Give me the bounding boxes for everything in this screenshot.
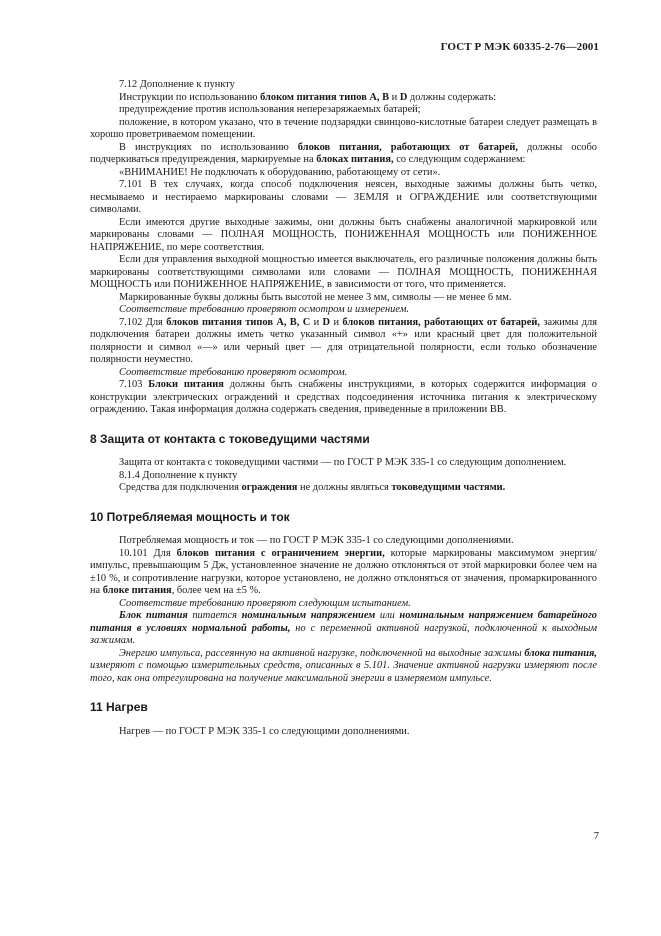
clause-8-1-4-para: Средства для подключения ограждения не должны являться токоведущими частями. — [119, 482, 506, 493]
clause-7-12-para-4: В инструкциях по использованию блоков питания, работающих от батарей, должны особо подчеркиваться предупреждения, маркируемые на блоках питания, со следующим содержанием: — [90, 141, 597, 165]
clause-7-101-para-2: Если имеются другие выходные зажимы, они должны быть снабжены аналогичной маркировкой или маркированы словами — ПОЛНАЯ МОЩНОСТЬ, ПОНИЖЕННАЯ МОЩНОСТЬ или ПОНИЖЕННОЕ НАПРЯЖЕНИЕ, по мере соответствия. — [90, 216, 597, 253]
clause-7-101-para-1: 7.101 В тех случаях, когда способ подключения неясен, выходные зажимы должны быть четко, несмываемо и нестираемо маркированы словами — ЗЕМЛЯ и ОГРАЖДЕНИЕ или соответствующими символами. — [90, 179, 597, 215]
clause-7-12-para-3: положение, в котором указано, что в течение подзарядки свинцово-кислотные батареи следует размещать в хорошо проветриваемом помещении. — [90, 116, 597, 140]
clause-7-12-para-2: предупреждение против использования неперезаряжаемых батарей; — [119, 104, 421, 115]
clause-10-101-compliance: Соответствие требованию проверяют следующим испытанием. — [119, 597, 411, 609]
section-8-heading: 8 Защита от контакта с токоведущими частями — [90, 431, 370, 446]
section-10-para-1: Потребляемая мощность и ток — по ГОСТ Р МЭК 335-1 со следующими дополнениями. — [119, 535, 514, 546]
clause-7-12-para-5: «ВНИМАНИЕ! Не подключать к оборудованию, работающему от сети». — [119, 166, 441, 178]
clause-10-101-para: 10.101 Для блоков питания с ограничением энергии, которые маркированы максимумом энергия/импульс, превышающим 5 Дж, установленное значение не должно отклоняться от этой маркировки более чем на ±10 %, и сопротивление нагрузки, которое установлено, не должно отклоняться от значения, промаркированного на блоке питания, более чем на ±5 %. — [90, 547, 598, 596]
clause-8-1-4-heading: 8.1.4 Дополнение к пункту — [119, 469, 238, 481]
clause-10-101-test-1: Блок питания питается номинальным напряжением или номинальным напряжением батарейного питания в условиях нормальной работы, но с переменной активной нагрузкой, подключенной к выходным зажимам. — [90, 610, 598, 646]
section-8-para-1: Защита от контакта с токоведущими частями — по ГОСТ Р МЭК 335-1 со следующим дополнением. — [119, 457, 567, 468]
clause-7-102-para: 7.102 Для блоков питания типов А, В, С и D и блоков питания, работающих от батарей, зажимы для подключения батареи должны иметь четко указанный символ «+» или красный цвет для положительной полярности и символ «—» или черный цвет — для отрицательной полярности, если только обозначение полярности неуместно. — [90, 316, 597, 365]
section-11-para-1: Нагрев — по ГОСТ Р МЭК 335-1 со следующими дополнениями. — [119, 725, 410, 737]
clause-10-101-test-2: Энергию импульса, рассеянную на активной нагрузке, подключенной на выходные зажимы блока питания, измеряют с помощью измерительных средств, описанных в 5.101. Значение активной нагрузки измеряют после того, как она отрегулирована на получение максимальной энергии в измеряемом импульсе. — [90, 647, 597, 684]
clause-7-101-compliance: Соответствие требованию проверяют осмотром и измерением. — [119, 304, 409, 315]
clause-7-12-para-1: Инструкции по использованию блоком питания типов А, В и D должны содержать: — [119, 91, 497, 103]
document-body — [90, 79, 597, 738]
standard-code-header: ГОСТ Р МЭК 60335-2-76—2001 — [440, 41, 599, 53]
clause-7-101-para-3: Если для управления выходной мощностью имеется выключатель, его различные положения должны быть маркированы соответствующими символами или словами — ПОЛНАЯ МОЩНОСТЬ, ПОНИЖЕННАЯ МОЩНОСТЬ или ПОНИЖЕННОЕ НАПРЯЖЕНИЕ, в зависимости от того, что применяется. — [90, 254, 597, 290]
page-number: 7 — [593, 831, 599, 842]
section-10-heading: 10 Потребляемая мощность и ток — [90, 509, 290, 524]
clause-7-12-heading: 7.12 Дополнение к пункту — [119, 79, 235, 90]
clause-7-103-para: 7.103 Блоки питания должны быть снабжены инструкциями, в которых содержится информация о конструкции электрических ограждений и средствах подсоединения источника питания к электрическому ограждению. Такая информация должна содержать сведения, приведенные в приложении ВВ. — [90, 379, 597, 415]
clause-7-101-para-4: Маркированные буквы должны быть высотой не менее 3 мм, символы — не менее 6 мм. — [119, 291, 512, 303]
section-11-heading: 11 Нагрев — [90, 700, 148, 714]
clause-7-102-compliance: Соответствие требованию проверяют осмотром. — [119, 366, 348, 378]
